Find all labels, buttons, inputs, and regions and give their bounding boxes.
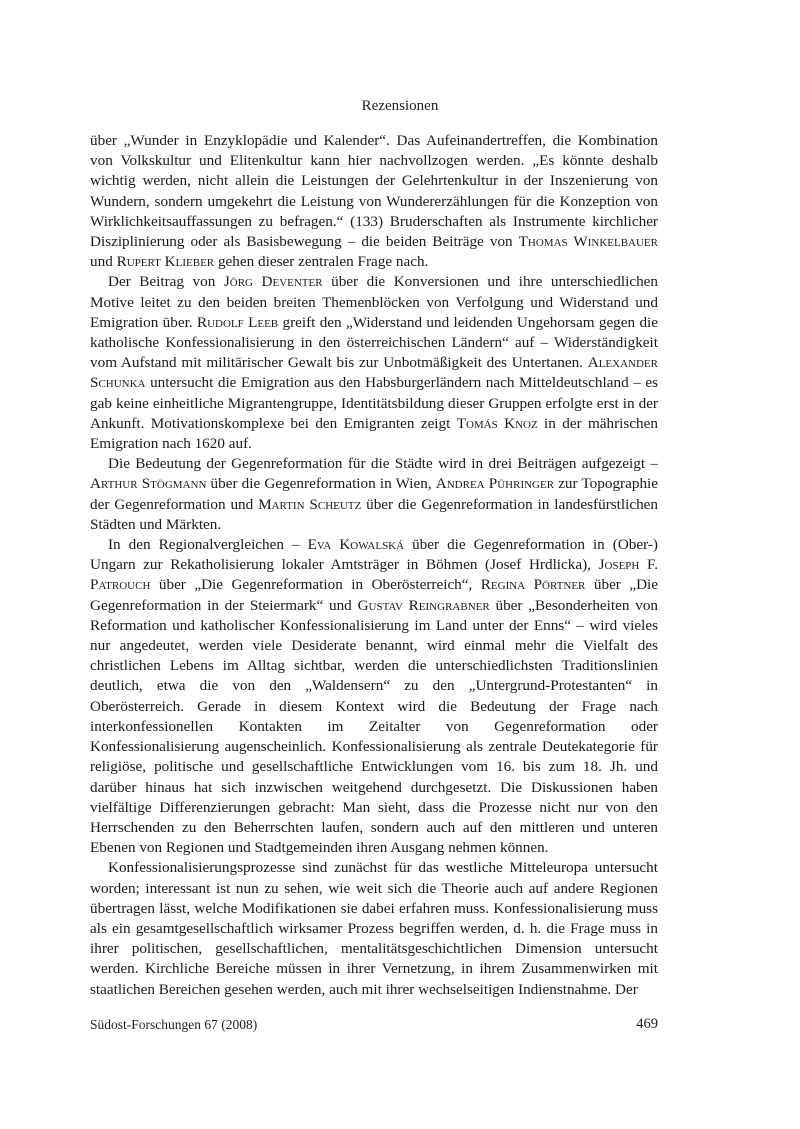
text-run: über „Die Gegenreformation in der Steiermark“ und [90, 576, 658, 614]
author-name: Martin Scheutz [258, 495, 362, 513]
author-name: Eva Kowalská [307, 536, 405, 554]
text-run: über die Konversionen und ihre unterschiedlichen Motive leitet zu den beiden breiten Themenblöcken von Verfolgung und Widerstand und Emigration über. [90, 273, 658, 331]
text-run: über „Die Gegenreformation in Oberösterreich“, [150, 576, 481, 594]
paragraph [90, 454, 658, 535]
author-name: Gustav Reingrabner [357, 596, 490, 614]
text-run: in der mährischen Emigration nach 1620 auf. [90, 414, 658, 453]
text-run: gehen dieser zentralen Frage nach. [214, 253, 429, 271]
author-name: Tomás Knoz [456, 414, 538, 432]
author-name: Rupert Klieber [116, 253, 215, 271]
text-run: untersucht die Emigration aus den Habsburgerländern nach Mitteldeutschland – es gab keine einheitliche Migrantengruppe, Identitätsbildung dieser Gruppen erfolgte erst in der Ankunft. Motivationskomplexe bei den Emigranten zeigt [90, 374, 658, 432]
author-name: Jörg Deventer [223, 273, 323, 291]
page-number: 469 [636, 1016, 658, 1032]
text-run: über die Gegenreformation in landesfürstlichen Städten und Märkten. [90, 495, 658, 533]
text-run: greift den „Widerstand und leidenden Ungehorsam gegen die katholische Konfessionalisierung in den österreichischen Ländern“ auf – Widerständigkeit vom Aufstand mit militärischer Gewalt bis zur Unbotmäßigkeit des Untertanen. [90, 313, 658, 372]
journal-footer: Südost-Forschungen 67 (2008) [90, 1017, 258, 1032]
paragraph [90, 535, 658, 858]
author-name: Alexander Schunka [90, 354, 658, 392]
author-name: Thomas Winkelbauer [518, 233, 658, 251]
text-run: über „Wunder in Enzyklopädie und Kalender“. Das Aufeinandertreffen, die Kombination von Volkskultur und Elitenkultur kann hier nachvollzogen werden. „Es könnte deshalb wichtig werden, nicht allein die Leistungen der Gelehrtenkultur in der Inszenierung von Wundern, sondern umgekehrt die Leistung von Wundererzählungen für die Konzeption von Wirklichkeitsauffassungen zu befragen.“ (133) Bruderschaften als Instrumente kirchlicher Disziplinierung oder als Basisbewegung – die beiden Beiträge von [90, 132, 658, 251]
author-name: Joseph F. Patrouch [90, 556, 659, 594]
text-run: über die Gegenreformation in (Ober-) Ungarn zur Rekatholisierung lokaler Amtsträger in Böhmen (Josef Hrdlicka), [90, 536, 658, 574]
author-name: Regina Pörtner [480, 576, 586, 594]
text-run: über die Gegenreformation in Wien, [206, 475, 436, 493]
text-run: Konfessionalisierungsprozesse sind zunächst für das westliche Mitteleuropa untersucht worden; interessant ist nun zu sehen, wie weit sich die Theorie auch auf andere Regionen übertragen lässt, welche Modifikationen sie dabei erfahren muss. Konfessionalisierung muss als ein gesamtgesellschaftlich wirksamer Prozess begriffen werden, d. h. die Frage muss in ihrer politischen, gesellschaftlichen, mentalitätsgeschichtlichen Dimension untersucht werden. Kirchliche Bereiche müssen in ihrer Vernetzung, in ihrem Zusammenwirken mit staatlichen Bereichen gesehen werden, auch mit ihrer wechselseitigen Indienstnahme. Der [90, 859, 658, 998]
author-name: Andrea Pühringer [435, 475, 555, 493]
paragraph [90, 858, 658, 999]
text-run: zur Topographie der Gegenreformation und [90, 475, 658, 513]
review-body-text [90, 131, 658, 1000]
text-run: und [90, 253, 117, 271]
paragraph [90, 131, 658, 272]
text-run: über „Besonderheiten von Reformation und katholischer Konfessionalisierung im Land unter der Enns“ – wird vieles nur angedeutet, werden viele Desiderate benannt, wird einmal mehr die Vielfalt des christlichen Lebens im Alltag sichtbar, werden die unterschiedlichsten Traditionslinien deutlich, etwa die von den „Waldensern“ zu den „Untergrund-Protestanten“ in Oberösterreich. Gerade in diesem Kontext wird die Bedeutung der Frage nach interkonfessionellen Kontakten im Zeitalter von Gegenreformation oder Konfessionalisierung augenscheinlich. Konfessionalisierung als zentrale Deutekategorie für religiöse, politische und gesellschaftliche Entwicklungen vom 16. bis zum 18. Jh. und darüber hinaus hat sich inzwischen weitgehend durchgesetzt. Die Diskussionen haben vielfältige Differenzierungen gebracht: Man sieht, dass die Prozesse nicht nur von den Herrschenden zu den Beherrschten laufen, sondern auch auf den mittleren und unteren Ebenen von Regionen und Stadtgemeinden ihren Ausgang nehmen können. [90, 596, 659, 857]
author-name: Arthur Stögmann [90, 475, 207, 493]
text-run: Der Beitrag von [108, 273, 224, 291]
text-run: Die Bedeutung der Gegenreformation für die Städte wird in drei Beiträgen aufgezeigt – [108, 455, 658, 473]
paragraph [90, 272, 658, 454]
author-name: Rudolf Leeb [196, 313, 279, 331]
running-header: Rezensionen [361, 98, 439, 114]
text-run: In den Regionalvergleichen – [108, 536, 308, 554]
